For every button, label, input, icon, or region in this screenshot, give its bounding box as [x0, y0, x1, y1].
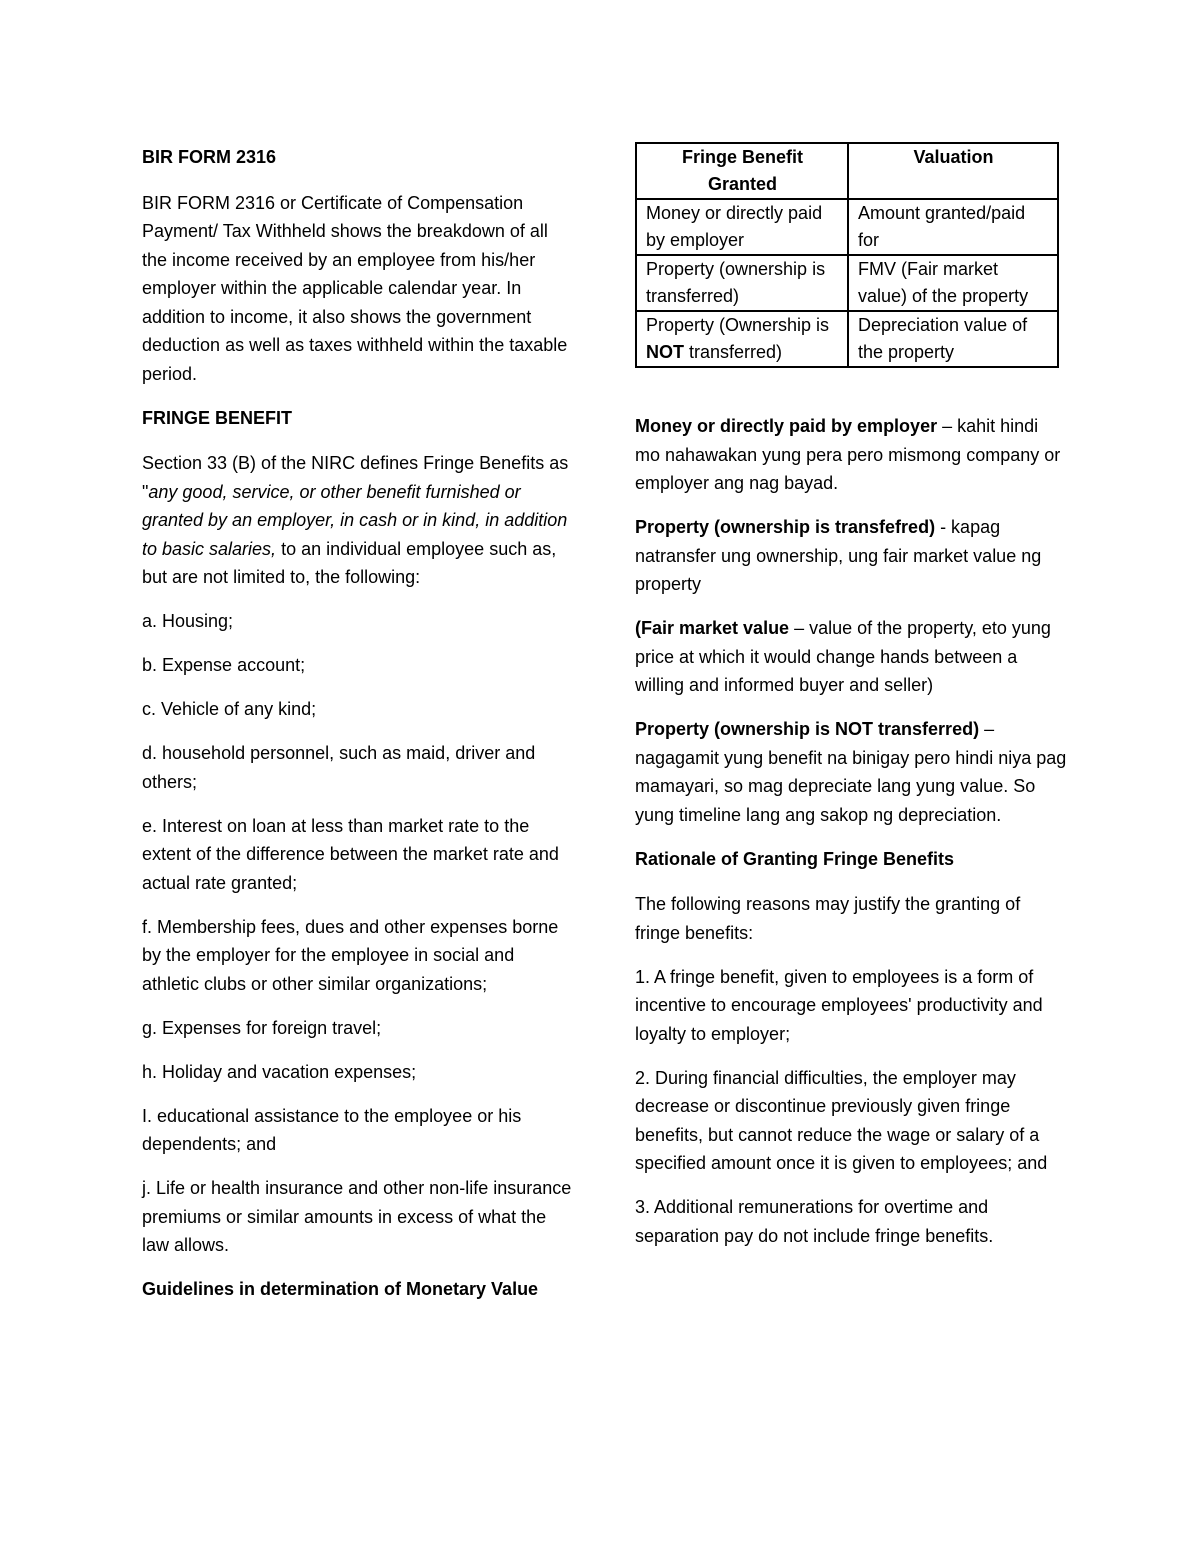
- fringe-benefit-table: [635, 142, 1059, 368]
- fair-market-value-paragraph: [635, 614, 1067, 700]
- property-transferred-text: - kapag natransfer ung ownership, ung fair market value ng property: [635, 517, 1042, 594]
- property-not-transferred-term: Property (ownership is NOT transferred): [635, 719, 980, 739]
- property-not-transferred-paragraph: [635, 715, 1067, 829]
- list-item: d. household personnel, such as maid, driver and others;: [142, 743, 536, 792]
- reason-item: 3. Additional remunerations for overtime and separation pay do not include fringe benefits.: [635, 1197, 994, 1246]
- table-cell-valuation: Amount granted/paid for: [848, 199, 1058, 255]
- list-item: e. Interest on loan at less than market rate to the extent of the difference between the market rate and actual rate granted;: [142, 815, 559, 893]
- reason-item: 1. A fringe benefit, given to employees is a form of incentive to encourage employees' productivity and loyalty to employer;: [635, 966, 1043, 1044]
- cell-bold-text: NOT: [646, 342, 684, 362]
- section-33-paragraph: [142, 449, 572, 592]
- list-item: j. Life or health insurance and other non-life insurance premiums or similar amounts in excess of what the law allows.: [142, 1178, 572, 1255]
- money-term: Money or directly paid by employer: [635, 416, 938, 436]
- reason-item: 2. During financial difficulties, the employer may decrease or discontinue previously given fringe benefits, but cannot reduce the wage or salary of a specified amount once it is given to employees; and: [635, 1067, 1048, 1173]
- list-item: h. Holiday and vacation expenses;: [142, 1061, 417, 1082]
- table-cell-benefit: [636, 311, 848, 367]
- bir-form-paragraph: BIR FORM 2316 or Certificate of Compensation Payment/ Tax Withheld shows the breakdown of all the income received by an employee from his/her employer within the applicable calendar year. In addition to income, it also shows the government deduction as well as taxes withheld within the taxable period.: [142, 192, 568, 384]
- list-item: g. Expenses for foreign travel;: [142, 1017, 382, 1038]
- table-cell-valuation: FMV (Fair market value) of the property: [848, 255, 1058, 311]
- table-cell-benefit: [636, 199, 848, 255]
- list-item: f. Membership fees, dues and other expenses borne by the employer for the employee in social and athletic clubs or other similar organizations;: [142, 916, 559, 994]
- table-cell-benefit: [636, 255, 848, 311]
- left-column: [142, 143, 572, 1321]
- money-paragraph: [635, 412, 1067, 498]
- table-cell-valuation: Depreciation value of the property: [848, 311, 1058, 367]
- cell-text: Property (Ownership is: [646, 315, 830, 335]
- cell-text: Property (ownership is transferred): [646, 259, 826, 306]
- list-item: I. educational assistance to the employee or his dependents; and: [142, 1105, 522, 1154]
- property-transferred-paragraph: [635, 513, 1067, 599]
- heading-bir-form: BIR FORM 2316: [142, 147, 277, 167]
- fair-market-value-term: (Fair market value: [635, 618, 790, 638]
- section-intro-pre: Section 33 (B) of the NIRC defines Fringe Benefits as ": [142, 453, 569, 502]
- cell-text: Money or directly paid by employer: [646, 203, 823, 250]
- section-intro-italic: any good, service, or other benefit furnished or granted by an employer, in cash or in kind, in addition to basic salaries,: [142, 481, 568, 559]
- table-header-valuation: Valuation: [848, 143, 1058, 199]
- list-item: a. Housing;: [142, 611, 234, 631]
- table-row: [636, 311, 1058, 367]
- heading-rationale: Rationale of Granting Fringe Benefits: [635, 848, 955, 869]
- table-header-benefit: Fringe Benefit Granted: [636, 143, 848, 199]
- rationale-intro: The following reasons may justify the granting of fringe benefits:: [635, 894, 1021, 943]
- list-item: b. Expense account;: [142, 655, 306, 675]
- section-intro-post: to an individual employee such as, but are not limited to, the following:: [142, 538, 557, 587]
- cell-text-post: transferred): [684, 342, 783, 362]
- table-row: [636, 255, 1058, 311]
- table-row: [636, 199, 1058, 255]
- right-column: [635, 142, 1067, 1266]
- heading-guidelines: Guidelines in determination of Monetary Value: [142, 1279, 539, 1299]
- property-not-transferred-text: – nagagamit yung benefit na binigay pero hindi niya pag mamayari, so mag depreciate lang yung value. So yung timeline lang ang sakop ng depreciation.: [635, 719, 1067, 825]
- heading-fringe-benefit: FRINGE BENEFIT: [142, 407, 293, 428]
- table-header-row: [636, 143, 1058, 199]
- property-transferred-term: Property (ownership is transfefred): [635, 517, 936, 537]
- money-text: – kahit hindi mo nahawakan yung pera pero mismong company or employer ang nag bayad.: [635, 416, 1061, 493]
- fair-market-value-text: – value of the property, eto yung price at which it would change hands between a willing and informed buyer and seller): [635, 618, 1051, 695]
- list-item: c. Vehicle of any kind;: [142, 699, 317, 719]
